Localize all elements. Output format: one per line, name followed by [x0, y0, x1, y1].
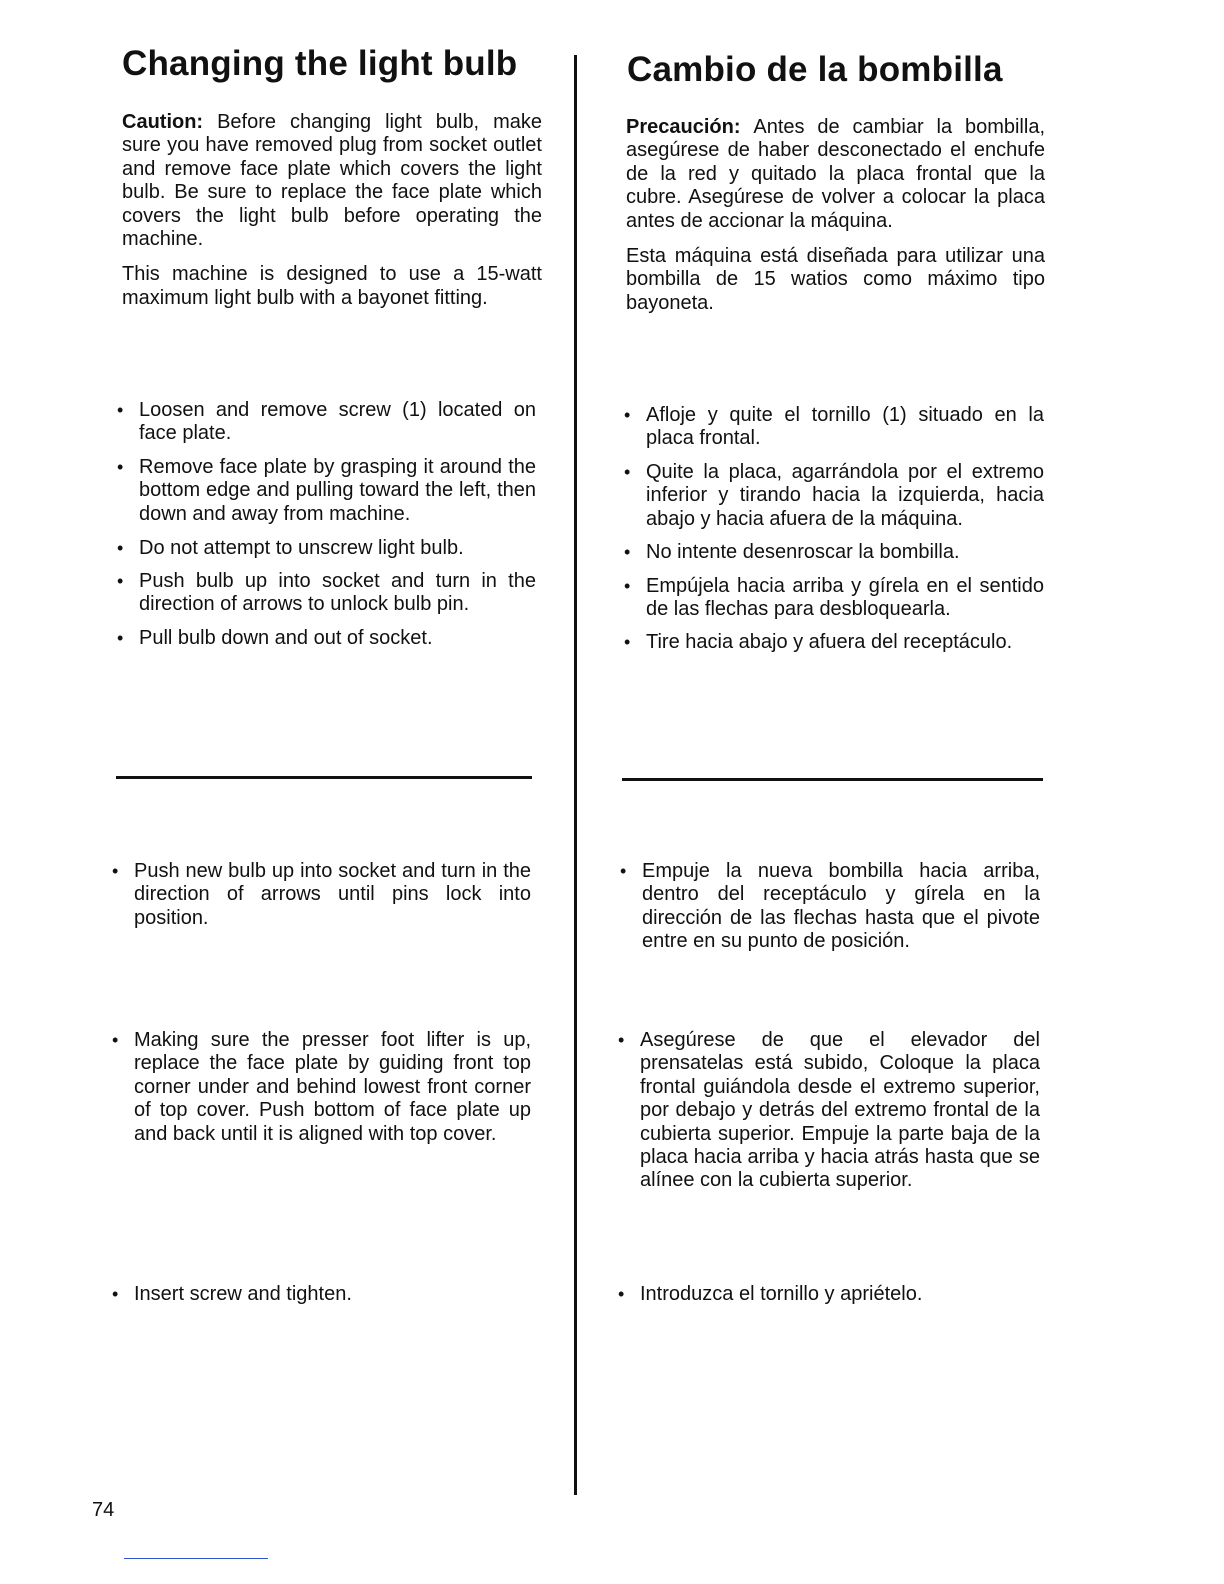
- page-title-es: Cambio de la bombilla: [627, 50, 1003, 89]
- bullet-icon: •: [117, 457, 124, 477]
- column-divider: [574, 55, 577, 1495]
- caution-block-es: [626, 116, 1045, 315]
- caution-block-en: [122, 111, 542, 310]
- list-item: • Empuje la nueva bombilla hacia arriba, dentro del receptáculo y gírela en la dirección de las flechas hasta que el pivote entre en su punto de posición.: [620, 860, 1040, 953]
- caution-paragraph-es: [626, 116, 1045, 233]
- bullet-icon: •: [624, 462, 631, 482]
- caution-label-en: Caution:: [122, 111, 204, 133]
- intro-paragraph-en: This machine is designed to use a 15-watt maximum light bulb with a bayonet fitting.: [122, 263, 542, 309]
- list-item: • Do not attempt to unscrew light bulb.: [117, 537, 464, 559]
- bullet-icon: •: [624, 576, 631, 596]
- list-item: • Pull bulb down and out of socket.: [117, 627, 433, 649]
- bullet-icon: •: [112, 1284, 119, 1304]
- bullet-icon: •: [624, 542, 631, 562]
- list-item: • Insert screw and tighten.: [112, 1283, 352, 1305]
- caution-text-en: Before changing light bulb, make sure you have removed plug from socket outlet and remove face plate which covers the light bulb. Be sure to replace the face plate which covers the light bulb before operating the machine.: [122, 111, 542, 251]
- footer-rule: [124, 1558, 268, 1559]
- section-divider-es: [622, 778, 1043, 781]
- bullet-icon: •: [618, 1030, 625, 1050]
- list-item: • Empújela hacia arriba y gírela en el sentido de las flechas para desbloquearla.: [624, 575, 1044, 621]
- list-item: • Introduzca el tornillo y apriételo.: [618, 1283, 923, 1305]
- list-item: • Push bulb up into socket and turn in the direction of arrows to unlock bulb pin.: [117, 570, 536, 616]
- bullet-icon: •: [117, 400, 124, 420]
- bullet-icon: •: [117, 538, 124, 558]
- list-item: • Loosen and remove screw (1) located on face plate.: [117, 399, 536, 445]
- bullet-icon: •: [620, 861, 627, 881]
- list-item: • No intente desenroscar la bombilla.: [624, 541, 960, 563]
- caution-paragraph-en: [122, 111, 542, 251]
- bullet-icon: •: [117, 571, 124, 591]
- list-item: • Remove face plate by grasping it around the bottom edge and pulling toward the left, then down and away from machine.: [117, 456, 536, 525]
- bullet-icon: •: [112, 861, 119, 881]
- caution-label-es: Precaución:: [626, 116, 741, 138]
- list-item: • Afloje y quite el tornillo (1) situado en la placa frontal.: [624, 404, 1044, 450]
- caution-text-es: Antes de cambiar la bombilla, asegúrese de haber desconectado el enchufe de la red y quitado la placa frontal que la cubre. Asegúrese de volver a colocar la placa antes de accionar la máquina.: [626, 116, 1046, 232]
- list-item: • Making sure the presser foot lifter is up, replace the face plate by guiding front top corner under and behind lowest front corner of top cover. Push bottom of face plate up and back until it is aligned with top cover.: [112, 1029, 531, 1145]
- bullet-icon: •: [624, 405, 631, 425]
- bullet-icon: •: [618, 1284, 625, 1304]
- bullet-icon: •: [624, 632, 631, 652]
- list-item: • Asegúrese de que el elevador del prensatelas está subido, Coloque la placa frontal guiándola desde el extremo superior, por debajo y detrás del extremo frontal de la cubierta superior. Empuje la parte baja de la placa hacia arriba y hacia atrás hasta que se alínee con la cubierta superior.: [618, 1029, 1040, 1192]
- page-number: 74: [92, 1499, 115, 1521]
- page-title-en: Changing the light bulb: [122, 44, 518, 83]
- list-item: • Quite la placa, agarrándola por el extremo inferior y tirando hacia la izquierda, hacia abajo y hacia afuera de la máquina.: [624, 461, 1044, 530]
- list-item: • Tire hacia abajo y afuera del receptáculo.: [624, 631, 1013, 653]
- section-divider-en: [116, 776, 532, 779]
- list-item: • Push new bulb up into socket and turn in the direction of arrows until pins lock into position.: [112, 860, 531, 929]
- bullet-icon: •: [117, 628, 124, 648]
- intro-paragraph-es: Esta máquina está diseñada para utilizar una bombilla de 15 watios como máximo tipo bayoneta.: [626, 245, 1045, 314]
- bullet-icon: •: [112, 1030, 119, 1050]
